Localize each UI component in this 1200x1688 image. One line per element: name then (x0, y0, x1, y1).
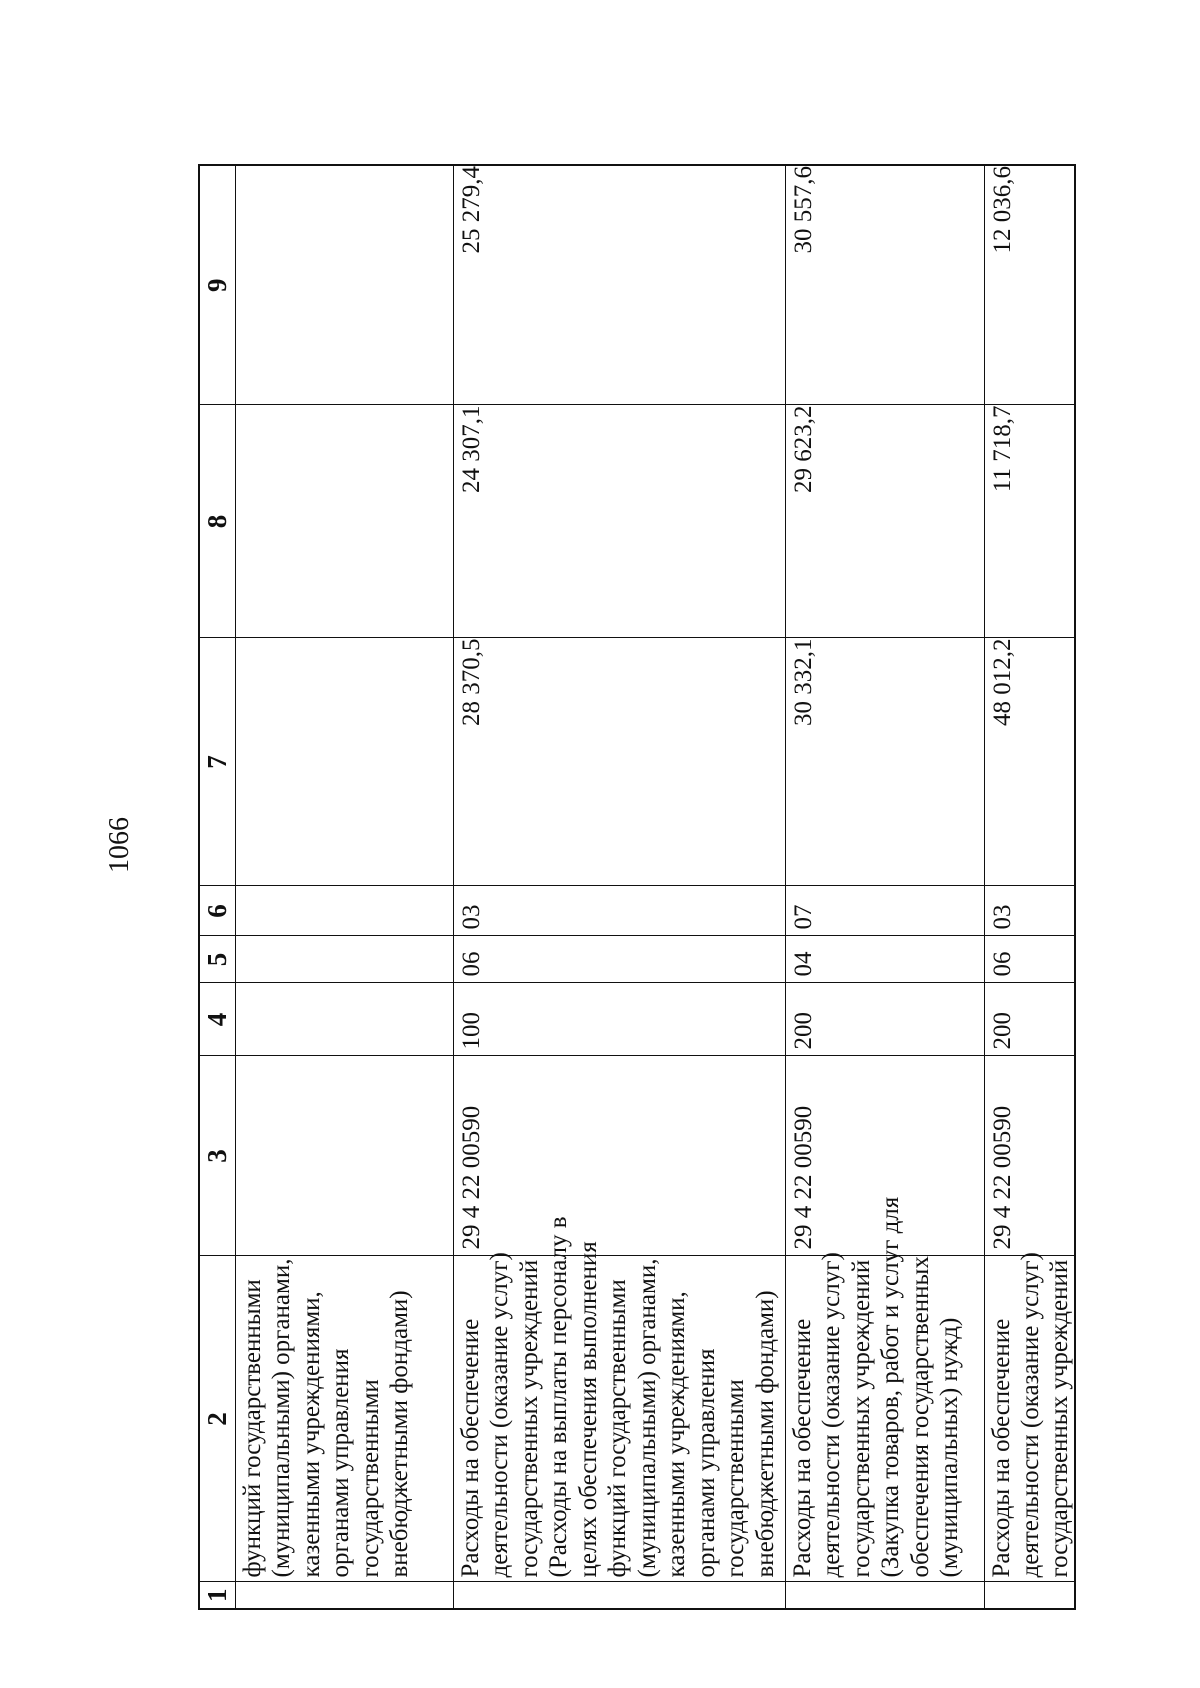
description-cell (453, 1216, 785, 1582)
header-cell-4: 4 (199, 983, 235, 1056)
description-line: Расходы на обеспечение (987, 1318, 1015, 1578)
amount-col7-cell: 48 012,2 (984, 638, 1075, 886)
amount-col9-cell (235, 165, 453, 405)
description-line: казенными учреждениями, (663, 1291, 690, 1578)
amount-col8-cell: 24 307,1 (453, 405, 785, 638)
description-line: деятельности (оказание услуг) (818, 1252, 845, 1578)
description-line: (муниципальными) органами, (633, 1258, 661, 1578)
expense-type-cell: 200 (984, 983, 1075, 1056)
description-line: (Закупка товаров, работ и услуг для (877, 1196, 904, 1578)
description-line: государственных учреждений (847, 1259, 875, 1578)
description-line: Расходы на обеспечение (456, 1318, 484, 1578)
subsection-cell: 07 (785, 886, 984, 936)
rotated-table-container (198, 166, 1073, 1610)
description-line: государственных учреждений (1045, 1259, 1073, 1578)
header-cell-6: 6 (199, 886, 235, 936)
target-code-cell: 29 4 22 00590 (453, 1056, 785, 1256)
description-line: государственными (356, 1379, 384, 1578)
description-line: функций государственными (238, 1279, 266, 1578)
amount-col9-cell: 30 557,6 (785, 165, 984, 405)
table-row (453, 165, 785, 1609)
description-line: государственными (722, 1379, 749, 1578)
description-cell (984, 1252, 1075, 1582)
description-line: (муниципальных) нужд) (936, 1317, 963, 1578)
description-cell (785, 1196, 984, 1582)
expense-type-cell: 100 (453, 983, 785, 1056)
expense-type-cell (235, 983, 453, 1056)
description-line: казенными учреждениями, (297, 1291, 325, 1578)
page-number: 1066 (104, 817, 135, 873)
amount-col7-cell: 28 370,5 (453, 638, 785, 886)
subsection-cell: 03 (453, 886, 785, 936)
row-number-cell (453, 1582, 785, 1609)
subsection-cell (235, 886, 453, 936)
amount-col8-cell (235, 405, 453, 638)
amount-col9-cell: 12 036,6 (984, 165, 1075, 405)
row-number-cell (235, 1582, 453, 1609)
table-row (235, 165, 453, 1609)
amount-col8-cell: 11 718,7 (984, 405, 1075, 638)
description-line: целях обеспечения выполнения (574, 1241, 602, 1578)
description-line: (муниципальными) органами, (268, 1258, 295, 1578)
expense-type-cell: 200 (785, 983, 984, 1056)
header-cell-9: 9 (199, 165, 235, 405)
description-line: деятельности (оказание услуг) (486, 1252, 513, 1578)
table-row (984, 165, 1075, 1609)
header-cell-2: 2 (199, 1256, 235, 1582)
amount-col7-cell (235, 638, 453, 886)
description-line: обеспечения государственных (906, 1256, 934, 1578)
section-cell: 06 (984, 936, 1075, 983)
description-line: государственных учреждений (515, 1259, 543, 1578)
subsection-cell: 03 (984, 886, 1075, 936)
header-cell-8: 8 (199, 405, 235, 638)
description-cell (235, 1256, 453, 1582)
budget-table (198, 164, 1076, 1610)
header-cell-5: 5 (199, 936, 235, 983)
description-line: внебюджетными фондами) (386, 1290, 413, 1578)
amount-col9-cell: 25 279,4 (453, 165, 785, 405)
amount-col8-cell: 29 623,2 (785, 405, 984, 638)
description-line: Расходы на обеспечение (788, 1318, 816, 1578)
row-number-cell (785, 1582, 984, 1609)
description-line: функций государственными (604, 1279, 631, 1578)
table-row (785, 165, 984, 1609)
amount-col7-cell: 30 332,1 (785, 638, 984, 886)
target-code-cell (235, 1056, 453, 1256)
row-number-cell (984, 1582, 1075, 1609)
section-cell: 04 (785, 936, 984, 983)
description-line: деятельности (оказание услуг) (1016, 1252, 1044, 1578)
target-code-cell: 29 4 22 00590 (984, 1056, 1075, 1256)
description-line: органами управления (327, 1348, 354, 1578)
section-cell (235, 936, 453, 983)
description-line: органами управления (692, 1348, 720, 1578)
header-cell-1: 1 (199, 1582, 235, 1609)
header-row (199, 165, 235, 1609)
description-line: внебюджетными фондами) (751, 1290, 779, 1578)
header-cell-3: 3 (199, 1056, 235, 1256)
description-line: (Расходы на выплаты персоналу в (545, 1216, 572, 1578)
target-code-cell: 29 4 22 00590 (785, 1056, 984, 1256)
header-cell-7: 7 (199, 638, 235, 886)
section-cell: 06 (453, 936, 785, 983)
